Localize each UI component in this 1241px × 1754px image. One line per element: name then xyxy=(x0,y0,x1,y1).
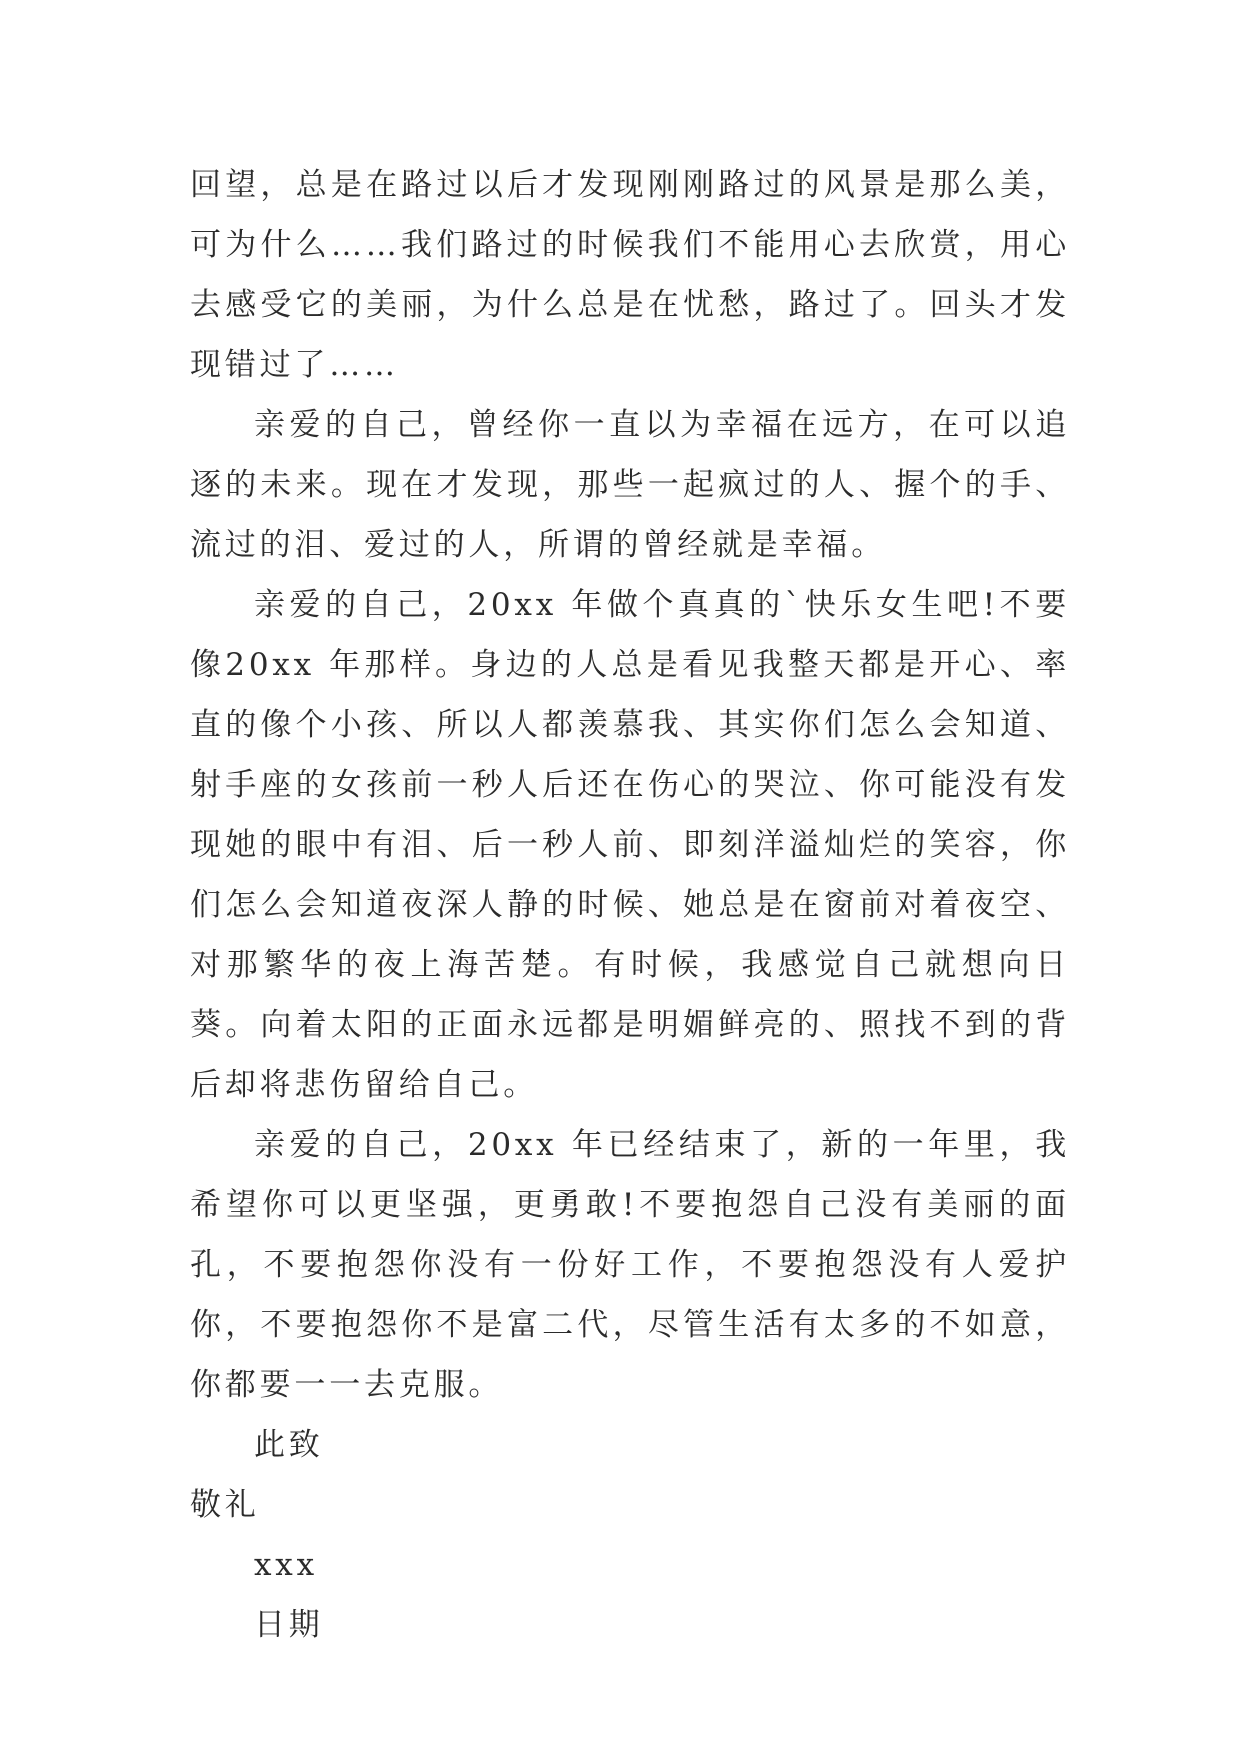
signature-date: 日期 xyxy=(254,1607,324,1643)
salutation: 敬礼 xyxy=(190,1487,260,1523)
paragraph-happy-girl: 亲爱的自己，20xx 年做个真真的`快乐女生吧!不要像20xx 年那样。身边的人总是看见我整天都是开心、率直的像个小孩、所以人都羡慕我、其实你们怎么会知道、射手座的女孩前一秒人后还在伤心的哭泣、你可能没有发现她的眼中有泪、后一秒人前、即刻洋溢灿烂的笑容，你们怎么会知道夜深人静的时候、她总是在窗前对着夜空、对那繁华的夜上海苦楚。有时候，我感觉自己就想向日葵。向着太阳的正面永远都是明媚鲜亮的、照找不到的背后却将悲伤留给自己。 xyxy=(190,587,1070,1103)
paragraph-happiness: 亲爱的自己，曾经你一直以为幸福在远方，在可以追逐的未来。现在才发现，那些一起疯过的人、握个的手、流过的泪、爱过的人，所谓的曾经就是幸福。 xyxy=(190,407,1070,563)
closing-phrase: 此致 xyxy=(254,1427,324,1463)
paragraph-new-year-wish: 亲爱的自己，20xx 年已经结束了，新的一年里，我希望你可以更坚强，更勇敢!不要抱怨自己没有美丽的面孔，不要抱怨你没有一份好工作，不要抱怨没有人爱护你，不要抱怨你不是富二代，尽管生活有太多的不如意，你都要一一去克服。 xyxy=(190,1127,1070,1403)
letter-body xyxy=(190,155,1070,1655)
paragraph-continuation: 回望，总是在路过以后才发现刚刚路过的风景是那么美，可为什么……我们路过的时候我们不能用心去欣赏，用心去感受它的美丽，为什么总是在忧愁，路过了。回头才发现错过了…… xyxy=(190,167,1070,383)
signature-name: xxx xyxy=(254,1547,318,1583)
